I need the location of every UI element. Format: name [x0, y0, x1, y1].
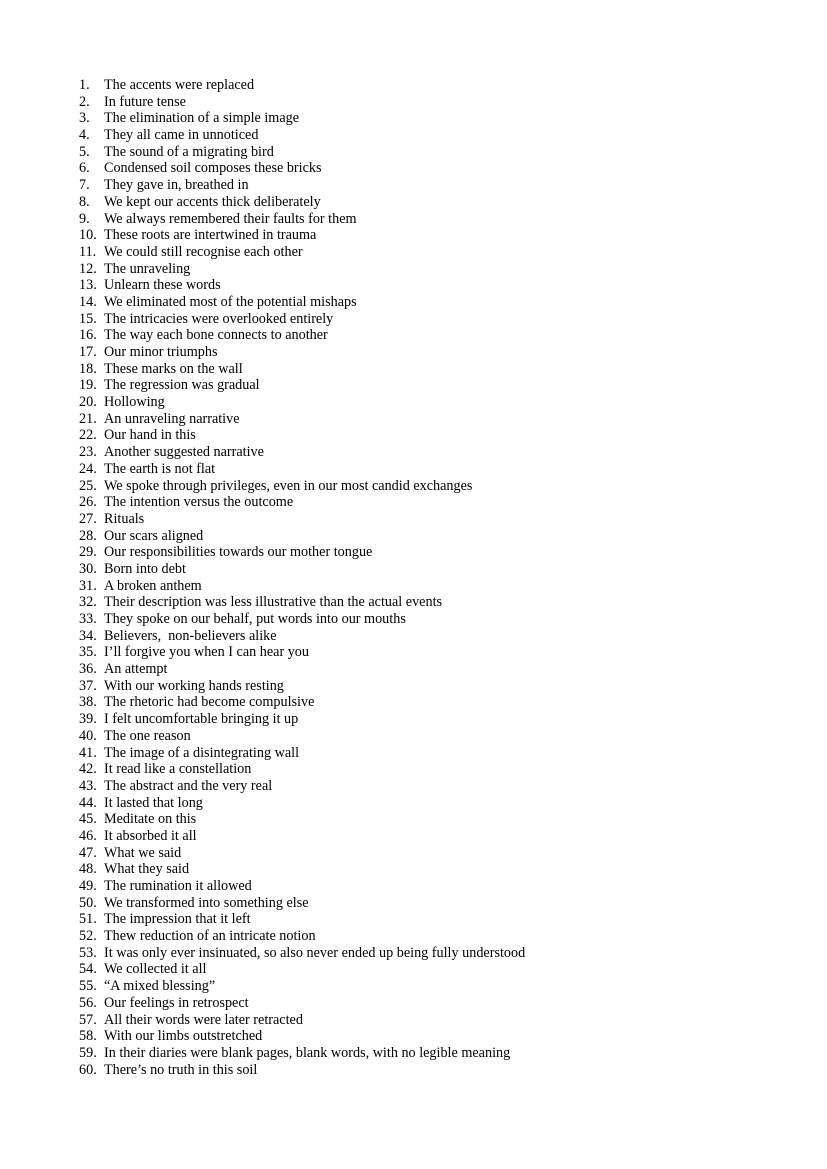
list-item-number: 22.	[79, 427, 97, 444]
list-item-text: They spoke on our behalf, put words into our mouths	[104, 611, 406, 627]
list-item	[79, 945, 525, 962]
list-item-text: An unraveling narrative	[104, 410, 240, 427]
list-item-text: They gave in, breathed in	[104, 177, 249, 194]
list-item	[79, 644, 525, 661]
list-item	[79, 711, 525, 728]
list-item-number: 13.	[79, 277, 97, 294]
list-item-text: All their words were later retracted	[104, 1011, 303, 1028]
list-item	[79, 461, 525, 478]
list-item-number: 10.	[79, 227, 97, 244]
list-item-text: We kept our accents thick deliberately	[104, 193, 321, 210]
list-item	[79, 861, 525, 878]
list-item	[79, 544, 525, 561]
list-item-text: The sound of a migrating bird	[104, 143, 274, 160]
list-item-number: 59.	[79, 1044, 97, 1061]
list-item-number: 54.	[79, 961, 97, 978]
list-item	[79, 745, 525, 762]
list-item-text: It absorbed it all	[104, 827, 197, 844]
list-item	[79, 845, 525, 862]
list-item-number: 38.	[79, 694, 97, 711]
list-item	[79, 160, 525, 177]
list-item-text: The abstract and the very real	[104, 777, 273, 794]
list-item-number: 48.	[79, 861, 97, 878]
list-item	[79, 127, 525, 144]
list-item-number: 14.	[79, 293, 97, 310]
list-item-text: We spoke through privileges, even in our most candid exchanges	[104, 477, 473, 494]
list-item-text: The earth is not flat	[104, 460, 216, 477]
list-item	[79, 277, 525, 294]
list-item	[79, 444, 525, 461]
list-item-number: 16.	[79, 327, 97, 344]
list-item	[79, 294, 525, 311]
list-item-text: We always remembered their faults for them	[104, 210, 357, 227]
list-item	[79, 928, 525, 945]
list-item	[79, 344, 525, 361]
list-item-number: 3.	[79, 110, 90, 127]
list-item	[79, 94, 525, 111]
list-item	[79, 594, 525, 611]
list-item	[79, 194, 525, 211]
list-item-text: I felt uncomfortable bringing it up	[104, 711, 299, 728]
list-item	[79, 327, 525, 344]
list-item-text: It lasted that long	[104, 794, 203, 811]
list-item-text: An attempt	[104, 661, 168, 678]
list-item-text: I’ll forgive you when I can hear you	[104, 644, 309, 661]
list-item-number: 51.	[79, 911, 97, 928]
list-item	[79, 528, 525, 545]
list-item-number: 56.	[79, 994, 97, 1011]
list-item-text: What they said	[104, 861, 190, 878]
list-item-number: 29.	[79, 544, 97, 561]
list-item	[79, 761, 525, 778]
list-item-number: 58.	[79, 1028, 97, 1045]
list-item-text: In their diaries were blank pages, blank words, with no legible meaning	[104, 1044, 511, 1061]
list-item	[79, 394, 525, 411]
list-item-text: Another suggested narrative	[104, 444, 264, 461]
list-item-text: Our responsibilities towards our mother tongue	[104, 544, 373, 561]
list-item	[79, 728, 525, 745]
list-item	[79, 561, 525, 578]
list-item-number: 2.	[79, 93, 90, 110]
list-item-number: 15.	[79, 310, 97, 327]
list-item-text: The accents were replaced	[104, 77, 255, 93]
list-item-text: Born into debt	[104, 560, 186, 577]
list-item	[79, 144, 525, 161]
list-item-number: 26.	[79, 494, 97, 511]
list-item-text: The regression was gradual	[104, 377, 260, 394]
list-item-number: 5.	[79, 143, 90, 160]
list-item-text: We transformed into something else	[104, 894, 309, 911]
list-item-number: 7.	[79, 177, 90, 194]
list-item	[79, 628, 525, 645]
list-item-number: 28.	[79, 527, 97, 544]
list-item	[79, 611, 525, 628]
list-item-number: 33.	[79, 611, 97, 627]
list-item-text: The rhetoric had become compulsive	[104, 694, 315, 711]
list-item-number: 25.	[79, 477, 97, 494]
list-item-text: The intricacies were overlooked entirely	[104, 310, 334, 327]
list-item-number: 57.	[79, 1011, 97, 1028]
list-item	[79, 427, 525, 444]
list-item-text: Our feelings in retrospect	[104, 994, 249, 1011]
list-item	[79, 961, 525, 978]
list-item	[79, 995, 525, 1012]
list-item	[79, 795, 525, 812]
list-item-text: There’s no truth in this soil	[104, 1061, 258, 1078]
list-item-text: It was only ever insinuated, so also never ended up being fully understood	[104, 944, 526, 961]
list-item-number: 43.	[79, 777, 97, 794]
list-item-text: A broken anthem	[104, 577, 202, 594]
list-item-text: The intention versus the outcome	[104, 494, 294, 511]
list-item-number: 50.	[79, 894, 97, 911]
list-item	[79, 1012, 525, 1029]
list-item	[79, 811, 525, 828]
list-item	[79, 311, 525, 328]
list-item-text: Believers, non-believers alike	[104, 627, 277, 644]
list-item-text: They all came in unnoticed	[104, 127, 259, 144]
list-item-text: Our minor triumphs	[104, 344, 218, 360]
list-item-number: 46.	[79, 827, 97, 844]
list-item-text: With our limbs outstretched	[104, 1028, 263, 1045]
list-item-number: 17.	[79, 344, 97, 360]
list-item-number: 4.	[79, 127, 90, 144]
list-item-number: 49.	[79, 878, 97, 894]
list-item-number: 30.	[79, 560, 97, 577]
list-item	[79, 911, 525, 928]
list-item	[79, 361, 525, 378]
list-item	[79, 478, 525, 495]
list-item-text: The elimination of a simple image	[104, 110, 300, 127]
list-item-text: What we said	[104, 844, 182, 861]
list-item-text: The way each bone connects to another	[104, 327, 328, 344]
list-item	[79, 1028, 525, 1045]
list-item	[79, 895, 525, 912]
list-item-number: 34.	[79, 627, 97, 644]
list-item-text: Hollowing	[104, 394, 165, 411]
list-item-number: 21.	[79, 410, 97, 427]
list-item-number: 6.	[79, 160, 90, 177]
list-item-number: 40.	[79, 727, 97, 744]
numbered-list	[79, 77, 525, 1078]
list-item-text: Meditate on this	[104, 811, 197, 828]
list-item-number: 45.	[79, 811, 97, 828]
list-item	[79, 661, 525, 678]
list-item	[79, 578, 525, 595]
list-item-number: 36.	[79, 661, 97, 678]
list-item-text: Thew reduction of an intricate notion	[104, 928, 316, 945]
list-item	[79, 411, 525, 428]
list-item	[79, 494, 525, 511]
list-item-text: Our hand in this	[104, 427, 196, 444]
list-item-number: 53.	[79, 944, 97, 961]
list-item-number: 47.	[79, 844, 97, 861]
list-item-number: 11.	[79, 243, 97, 260]
list-item-number: 37.	[79, 677, 97, 694]
list-item-number: 60.	[79, 1061, 97, 1078]
list-item-number: 32.	[79, 594, 97, 611]
list-item	[79, 227, 525, 244]
list-item-text: Our scars aligned	[104, 527, 204, 544]
list-item-number: 52.	[79, 928, 97, 945]
list-item	[79, 110, 525, 127]
list-item	[79, 261, 525, 278]
list-item-text: In future tense	[104, 93, 186, 110]
list-item-number: 9.	[79, 210, 90, 227]
list-item-text: “A mixed blessing”	[104, 978, 216, 995]
list-item	[79, 778, 525, 795]
list-item	[79, 511, 525, 528]
list-item-text: Their description was less illustrative than the actual events	[104, 594, 443, 611]
list-item-number: 55.	[79, 978, 97, 995]
list-item-number: 8.	[79, 193, 90, 210]
list-item	[79, 377, 525, 394]
list-item-number: 27.	[79, 510, 97, 527]
list-item-text: With our working hands resting	[104, 677, 284, 694]
list-item-text: We eliminated most of the potential mishaps	[104, 293, 357, 310]
list-item-number: 1.	[79, 77, 90, 93]
list-item-text: The impression that it left	[104, 911, 251, 928]
list-item-number: 44.	[79, 794, 97, 811]
list-item-number: 24.	[79, 460, 97, 477]
list-item	[79, 978, 525, 995]
list-item	[79, 678, 525, 695]
list-item-text: We collected it all	[104, 961, 207, 978]
list-item-text: Unlearn these words	[104, 277, 221, 294]
list-item	[79, 1045, 525, 1062]
list-item-number: 20.	[79, 394, 97, 411]
list-item	[79, 694, 525, 711]
list-item-number: 31.	[79, 577, 97, 594]
list-item-number: 41.	[79, 744, 97, 761]
list-item-text: Rituals	[104, 510, 145, 527]
list-item-number: 35.	[79, 644, 97, 661]
list-item	[79, 77, 525, 94]
list-item-number: 18.	[79, 360, 97, 377]
list-item-text: The unraveling	[104, 260, 191, 277]
list-item-number: 23.	[79, 444, 97, 461]
list-item-number: 19.	[79, 377, 97, 394]
list-item-text: These marks on the wall	[104, 360, 243, 377]
list-item-text: It read like a constellation	[104, 761, 252, 778]
list-item	[79, 177, 525, 194]
list-item	[79, 1062, 525, 1079]
list-item-text: We could still recognise each other	[104, 243, 303, 260]
list-item	[79, 211, 525, 228]
list-item-text: The rumination it allowed	[104, 878, 252, 894]
list-item-number: 39.	[79, 711, 97, 728]
list-item	[79, 244, 525, 261]
list-item-text: Condensed soil composes these bricks	[104, 160, 322, 177]
list-item-number: 42.	[79, 761, 97, 778]
list-item-number: 12.	[79, 260, 97, 277]
list-item	[79, 828, 525, 845]
list-item	[79, 878, 525, 895]
list-item-text: These roots are intertwined in trauma	[104, 227, 317, 244]
list-item-text: The one reason	[104, 727, 191, 744]
list-item-text: The image of a disintegrating wall	[104, 744, 300, 761]
